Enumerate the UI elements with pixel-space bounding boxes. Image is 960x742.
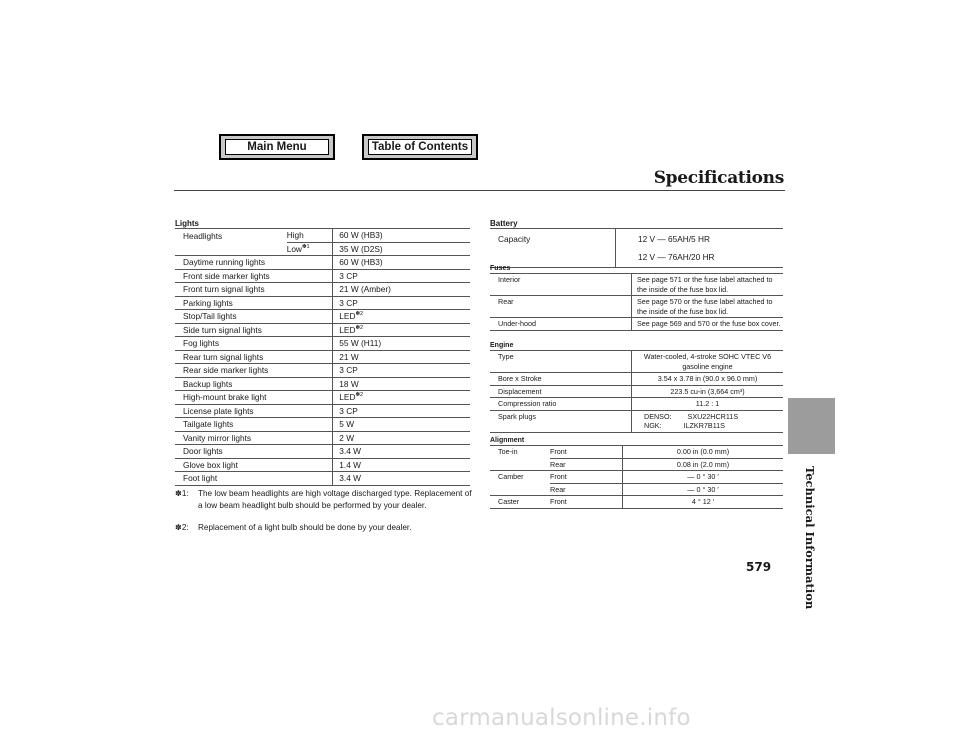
table-of-contents-label[interactable]: Table of Contents bbox=[368, 139, 472, 155]
row-label: Rear bbox=[490, 296, 632, 318]
row-label: Type bbox=[490, 351, 632, 373]
value-text: 21 W bbox=[339, 351, 359, 362]
value-text: 3.4 W bbox=[339, 446, 361, 457]
row-label: High-mount brake light bbox=[175, 391, 333, 405]
table-row bbox=[490, 398, 783, 411]
row-label: Displacement bbox=[490, 385, 632, 398]
row-value bbox=[333, 472, 470, 486]
row-label: Fog lights bbox=[175, 337, 333, 351]
row-position: Rear bbox=[550, 483, 623, 496]
table-row bbox=[490, 471, 783, 484]
table-row bbox=[175, 431, 470, 445]
row-label: Stop/Tail lights bbox=[175, 310, 333, 324]
table-row bbox=[175, 350, 470, 364]
value-text: 18 W bbox=[339, 378, 359, 389]
row-value bbox=[333, 391, 470, 405]
value-text: LED bbox=[339, 392, 356, 403]
row-sublabel bbox=[287, 242, 333, 256]
row-label: Foot light bbox=[175, 472, 333, 486]
row-label: Spark plugs bbox=[490, 410, 632, 432]
row-value bbox=[333, 364, 470, 378]
row-label: Compression ratio bbox=[490, 398, 632, 411]
row-value bbox=[333, 296, 470, 310]
table-row bbox=[490, 318, 783, 331]
section-tab-label: Technical Information bbox=[803, 466, 817, 610]
row-position: Rear bbox=[550, 458, 623, 471]
table-row bbox=[175, 256, 470, 270]
row-value bbox=[333, 283, 470, 297]
row-value bbox=[333, 323, 470, 337]
title-divider bbox=[174, 190, 785, 191]
table-row bbox=[175, 296, 470, 310]
table-row bbox=[175, 391, 470, 405]
watermark-text: carmanualsonline.info bbox=[432, 705, 691, 731]
row-value: 60 W (HB3) bbox=[333, 229, 470, 243]
table-row bbox=[175, 364, 470, 378]
fuses-table bbox=[490, 273, 783, 331]
table-row bbox=[490, 385, 783, 398]
capacity-value: 12 V — 65AH/5 HR bbox=[638, 234, 710, 244]
table-row bbox=[490, 410, 783, 432]
row-value bbox=[333, 350, 470, 364]
row-value bbox=[333, 458, 470, 472]
engine-heading: Engine bbox=[490, 342, 514, 349]
value-text: 5 W bbox=[339, 419, 355, 430]
row-value: — 0 ° 30 ′ bbox=[623, 483, 784, 496]
value-text: 3 CP bbox=[339, 270, 358, 281]
row-label: Daytime running lights bbox=[175, 256, 333, 270]
sublabel-text: Low bbox=[286, 243, 302, 254]
table-row bbox=[175, 310, 470, 324]
row-label: Under-hood bbox=[490, 318, 632, 331]
page-number: 579 bbox=[746, 560, 772, 574]
table-row bbox=[490, 496, 783, 509]
row-value: 0.00 in (0.0 mm) bbox=[623, 446, 784, 459]
row-label: Vanity mirror lights bbox=[175, 431, 333, 445]
value-text: 60 W (HB3) bbox=[339, 257, 383, 268]
row-value bbox=[632, 410, 784, 432]
page-title: Specifications bbox=[653, 168, 784, 188]
row-label: Capacity bbox=[490, 229, 616, 268]
table-row bbox=[490, 351, 783, 373]
table-of-contents-button[interactable] bbox=[362, 134, 478, 160]
row-value: 11.2 : 1 bbox=[632, 398, 784, 411]
footnote-mark: ✽2 bbox=[355, 324, 364, 331]
footnote-mark: ✽1: bbox=[175, 489, 189, 498]
row-label: Front side marker lights bbox=[175, 269, 333, 283]
row-value bbox=[333, 404, 470, 418]
row-value bbox=[333, 269, 470, 283]
row-label bbox=[490, 458, 550, 471]
table-row bbox=[490, 229, 783, 268]
footnote-1 bbox=[175, 488, 475, 511]
row-value: See page 571 or the fuse label attached to the inside of the fuse box lid. bbox=[632, 274, 784, 296]
table-row bbox=[175, 404, 470, 418]
table-row bbox=[175, 445, 470, 459]
engine-table bbox=[490, 350, 783, 433]
row-position: Front bbox=[550, 446, 623, 459]
row-label: Camber bbox=[490, 471, 550, 484]
value-text: LED bbox=[339, 311, 356, 322]
row-label: Caster bbox=[490, 496, 550, 509]
alignment-table bbox=[490, 445, 783, 509]
lights-heading: Lights bbox=[175, 219, 199, 228]
table-row bbox=[490, 274, 783, 296]
value-text: 3 CP bbox=[339, 365, 358, 376]
row-sublabel: High bbox=[287, 229, 333, 243]
row-value bbox=[333, 377, 470, 391]
value-text: 55 W (H11) bbox=[339, 338, 382, 349]
value-text: 3 CP bbox=[339, 297, 358, 308]
row-value bbox=[333, 431, 470, 445]
row-label: Backup lights bbox=[175, 377, 333, 391]
row-value bbox=[333, 418, 470, 432]
row-label: Bore x Stroke bbox=[490, 373, 632, 386]
table-row bbox=[175, 229, 470, 243]
row-value bbox=[616, 229, 784, 268]
footnote-2 bbox=[175, 522, 475, 534]
table-row bbox=[175, 242, 470, 256]
row-value bbox=[333, 310, 470, 324]
row-value bbox=[333, 445, 470, 459]
footnote-mark: ✽2: bbox=[175, 523, 189, 532]
row-label: Interior bbox=[490, 274, 632, 296]
row-label: Toe-in bbox=[490, 446, 550, 459]
row-value: 3.54 x 3.78 in (90.0 x 96.0 mm) bbox=[632, 373, 784, 386]
value-text: 3 CP bbox=[339, 405, 358, 416]
row-label: Front turn signal lights bbox=[175, 283, 333, 297]
row-position: Front bbox=[550, 496, 623, 509]
footnote-mark: ✽2 bbox=[355, 311, 364, 318]
alignment-heading: Alignment bbox=[490, 437, 525, 444]
row-label: Tailgate lights bbox=[175, 418, 333, 432]
spark-plug-ngk: NGK: ILZKR7B11S bbox=[644, 421, 725, 430]
row-value: — 0 ° 30 ′ bbox=[623, 471, 784, 484]
row-value: 0.08 in (2.0 mm) bbox=[623, 458, 784, 471]
row-value: See page 570 or the fuse label attached to the inside of the fuse box lid. bbox=[632, 296, 784, 318]
main-menu-label[interactable]: Main Menu bbox=[225, 139, 329, 155]
table-row bbox=[175, 323, 470, 337]
row-value: 35 W (D2S) bbox=[333, 242, 470, 256]
row-label: Rear turn signal lights bbox=[175, 350, 333, 364]
value-text: 3.4 W bbox=[339, 473, 361, 484]
battery-heading: Battery bbox=[490, 219, 518, 228]
row-value: Water-cooled, 4-stroke SOHC VTEC V6 gasoline engine bbox=[632, 351, 784, 373]
row-label: Door lights bbox=[175, 445, 333, 459]
row-value: See page 569 and 570 or the fuse box cover. bbox=[632, 318, 784, 331]
main-menu-button[interactable] bbox=[219, 134, 335, 160]
table-row bbox=[490, 446, 783, 459]
table-row bbox=[490, 483, 783, 496]
table-row bbox=[175, 418, 470, 432]
section-tab-marker bbox=[788, 398, 835, 454]
value-text: LED bbox=[339, 324, 356, 335]
capacity-value: 12 V — 76AH/20 HR bbox=[638, 252, 715, 262]
footnote-text: Replacement of a light bulb should be done by your dealer. bbox=[198, 523, 412, 532]
row-label: Headlights bbox=[175, 229, 287, 243]
table-row bbox=[175, 269, 470, 283]
row-label bbox=[490, 483, 550, 496]
table-row bbox=[175, 283, 470, 297]
footnote-text: The low beam headlights are high voltage discharged type. Replacement of a low beam headlight bulb should be performed by your dealer. bbox=[198, 489, 472, 510]
row-position: Front bbox=[550, 471, 623, 484]
table-row bbox=[490, 373, 783, 386]
footnote-mark: ✽2 bbox=[355, 392, 364, 399]
spark-plug-denso: DENSO: SXU22HCR11S bbox=[644, 411, 739, 421]
table-row bbox=[175, 458, 470, 472]
row-label: Rear side marker lights bbox=[175, 364, 333, 378]
table-row bbox=[490, 458, 783, 471]
value-text: 21 W (Amber) bbox=[339, 284, 391, 295]
lights-table bbox=[175, 228, 470, 486]
row-value: 4 ° 12 ′ bbox=[623, 496, 784, 509]
table-row bbox=[175, 337, 470, 351]
row-label: Side turn signal lights bbox=[175, 323, 333, 337]
row-label bbox=[175, 242, 287, 256]
row-label: Glove box light bbox=[175, 458, 333, 472]
footnote-mark: ✽1 bbox=[301, 243, 310, 250]
value-text: 1.4 W bbox=[339, 459, 361, 470]
battery-table bbox=[490, 228, 783, 268]
row-value bbox=[333, 256, 470, 270]
table-row bbox=[175, 472, 470, 486]
row-label: Parking lights bbox=[175, 296, 333, 310]
row-label: License plate lights bbox=[175, 404, 333, 418]
row-value bbox=[333, 337, 470, 351]
table-row bbox=[490, 296, 783, 318]
table-row bbox=[175, 377, 470, 391]
row-value: 223.5 cu-in (3,664 cm³) bbox=[632, 385, 784, 398]
fuses-heading: Fuses bbox=[490, 265, 511, 272]
value-text: 2 W bbox=[339, 432, 355, 443]
